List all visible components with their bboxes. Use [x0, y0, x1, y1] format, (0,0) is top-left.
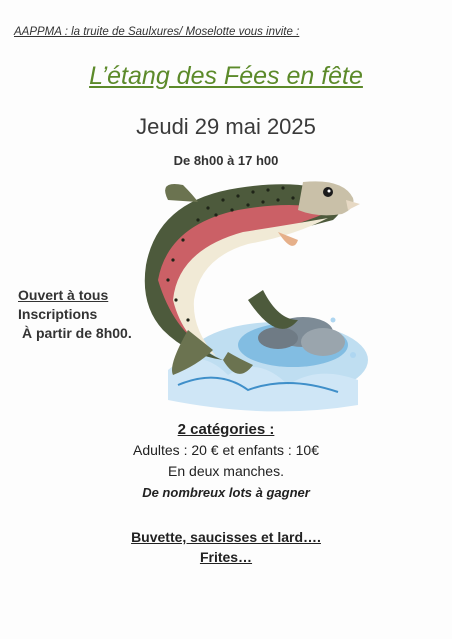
event-hours: De 8h00 à 17 h00 [173, 153, 279, 168]
categories-prices: Adultes : 20 € et enfants : 10€ [132, 442, 320, 458]
jumping-trout-icon [128, 170, 368, 420]
food-line-2: Frites… [199, 549, 253, 565]
food-line-1: Buvette, saucisses et lard…. [131, 529, 321, 545]
categories-rounds: En deux manches. [168, 463, 284, 479]
registration-label: Inscriptions [18, 306, 98, 322]
registration-time: À partir de 8h00. [22, 325, 132, 341]
invite-line: AAPPMA : la truite de Saulxures/ Moselotte vous invite : [14, 26, 300, 38]
open-to-all: Ouvert à tous [18, 287, 109, 303]
access-info [18, 286, 132, 343]
event-date: Jeudi 29 mai 2025 [136, 114, 316, 139]
food-block [0, 527, 452, 567]
categories-block [0, 419, 452, 503]
categories-heading: 2 catégories : [177, 421, 275, 438]
event-title: L’étang des Fées en fête [89, 62, 363, 90]
categories-prizes: De nombreux lots à gagner [142, 485, 310, 500]
